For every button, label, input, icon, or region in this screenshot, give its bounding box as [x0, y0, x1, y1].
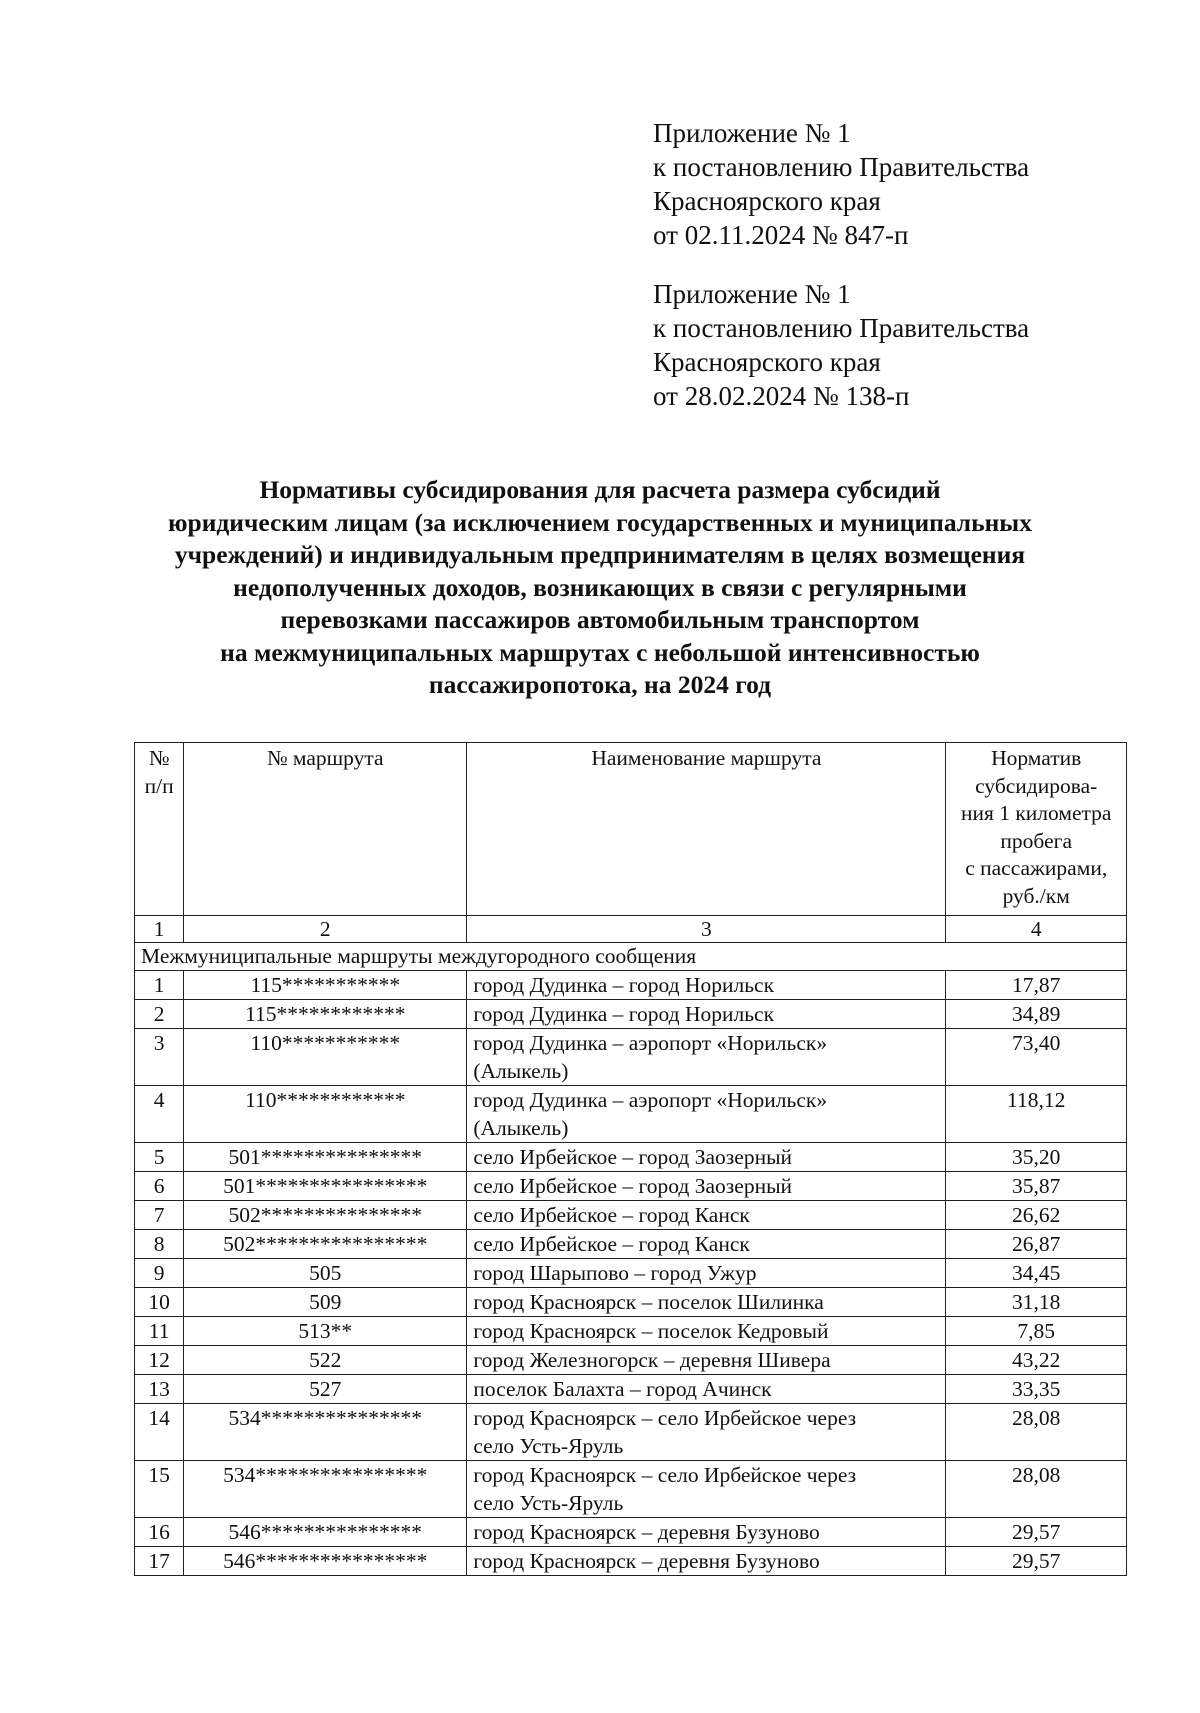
title-line: недополученных доходов, возникающих в связи с регулярными [233, 572, 967, 602]
appendix-line: к постановлению Правительства [653, 152, 1030, 182]
route-name-line: город Красноярск – деревня Бузуново [473, 1549, 820, 1573]
route-name-line: город Дудинка – аэропорт «Норильск» [473, 1088, 828, 1112]
route-name [467, 1259, 946, 1288]
header-norm-line: ния 1 километра [960, 801, 1112, 825]
route-number: 546*************** [184, 1518, 467, 1547]
route-number: 502*************** [184, 1201, 467, 1230]
table-header-row [135, 743, 1127, 916]
subsidy-norm-value: 26,62 [946, 1201, 1127, 1230]
header-num-line: № [148, 746, 170, 770]
row-number: 1 [135, 971, 184, 1000]
subsidy-norms-table [134, 742, 1127, 1576]
header-norm-line: руб./км [1002, 883, 1070, 908]
route-name [467, 1375, 946, 1404]
table-row [135, 1201, 1127, 1230]
route-name [467, 1000, 946, 1029]
subsidy-norm-value: 17,87 [946, 971, 1127, 1000]
route-name [467, 971, 946, 1000]
section-title: Межмуниципальные маршруты междугородного сообщения [135, 943, 1127, 971]
route-name [467, 1518, 946, 1547]
route-name [467, 1547, 946, 1576]
route-name-line: город Шарыпово – город Ужур [473, 1261, 757, 1285]
appendix-note-original [653, 277, 1173, 413]
subsidy-norm-value: 7,85 [946, 1317, 1127, 1346]
row-number: 16 [135, 1518, 184, 1547]
title-line: перевозками пассажиров автомобильным транспортом [280, 605, 920, 634]
table-row [135, 1375, 1127, 1404]
route-name [467, 1404, 946, 1461]
subsidy-norm-value: 118,12 [946, 1086, 1127, 1143]
header-norm-line: пробега [1000, 828, 1072, 853]
route-name [467, 1201, 946, 1230]
column-number: 1 [135, 916, 184, 943]
subsidy-norm-value: 28,08 [946, 1461, 1127, 1518]
route-name-line: город Красноярск – село Ирбейское через [473, 1406, 857, 1430]
subsidy-norm-value: 34,89 [946, 1000, 1127, 1029]
table-row [135, 1029, 1127, 1086]
row-number: 7 [135, 1201, 184, 1230]
title-line: на межмуниципальных маршрутах с небольшой интенсивностью [220, 637, 980, 667]
table-row [135, 1288, 1127, 1317]
route-number: 502**************** [184, 1230, 467, 1259]
subsidy-norm-value: 34,45 [946, 1259, 1127, 1288]
route-name-line: поселок Балахта – город Ачинск [473, 1377, 772, 1401]
header-num-line: п/п [144, 773, 174, 798]
route-name-line: село Усть-Яруль [473, 1491, 624, 1515]
header-norm-line: субсидирова- [975, 773, 1098, 798]
table-row [135, 1461, 1127, 1518]
table-row [135, 1172, 1127, 1201]
route-number: 501*************** [184, 1143, 467, 1172]
route-number: 513** [184, 1317, 467, 1346]
route-name-line: город Дудинка – аэропорт «Норильск» [473, 1031, 828, 1055]
route-name-line: (Алыкель) [473, 1059, 569, 1083]
subsidy-norm-value: 33,35 [946, 1375, 1127, 1404]
appendix-line: Красноярского края [653, 347, 881, 377]
route-name [467, 1317, 946, 1346]
route-name [467, 1172, 946, 1201]
route-name [467, 1086, 946, 1143]
subsidy-norm-value: 35,87 [946, 1172, 1127, 1201]
row-number: 17 [135, 1547, 184, 1576]
route-number: 534*************** [184, 1404, 467, 1461]
subsidy-norm-value: 29,57 [946, 1518, 1127, 1547]
row-number: 3 [135, 1029, 184, 1086]
table-row [135, 1000, 1127, 1029]
route-name-line: город Дудинка – город Норильск [473, 973, 775, 997]
route-number: 110*********** [184, 1029, 467, 1086]
row-number: 13 [135, 1375, 184, 1404]
row-number: 5 [135, 1143, 184, 1172]
table-row [135, 971, 1127, 1000]
appendix-line: Приложение № 1 [653, 279, 851, 309]
appendix-line: от 02.11.2024 № 847-п [653, 220, 909, 250]
route-name-line: село Ирбейское – город Заозерный [473, 1145, 793, 1169]
route-name [467, 1230, 946, 1259]
route-name-line: село Усть-Яруль [473, 1434, 624, 1458]
subsidy-norm-value: 43,22 [946, 1346, 1127, 1375]
column-number: 3 [467, 916, 946, 943]
row-number: 6 [135, 1172, 184, 1201]
route-number: 527 [184, 1375, 467, 1404]
header-route: № маршрута [184, 743, 467, 916]
row-number: 8 [135, 1230, 184, 1259]
route-name [467, 1029, 946, 1086]
route-number: 509 [184, 1288, 467, 1317]
route-name-line: село Ирбейское – город Канск [473, 1232, 750, 1256]
table-row [135, 1547, 1127, 1576]
column-number: 2 [184, 916, 467, 943]
row-number: 4 [135, 1086, 184, 1143]
subsidy-norm-value: 31,18 [946, 1288, 1127, 1317]
title-line: пассажиропотока, на 2024 год [428, 670, 772, 699]
table-row [135, 1404, 1127, 1461]
route-number: 505 [184, 1259, 467, 1288]
header-norm [946, 743, 1127, 916]
row-number: 14 [135, 1404, 184, 1461]
route-name-line: город Дудинка – город Норильск [473, 1002, 775, 1026]
table-row [135, 1086, 1127, 1143]
header-num [135, 743, 184, 916]
table-row [135, 1346, 1127, 1375]
row-number: 11 [135, 1317, 184, 1346]
subsidy-norm-value: 73,40 [946, 1029, 1127, 1086]
route-name-line: город Красноярск – село Ирбейское через [473, 1463, 857, 1487]
table-row [135, 1317, 1127, 1346]
appendix-line: Красноярского края [653, 186, 881, 216]
route-name-line: город Железногорск – деревня Шивера [473, 1348, 831, 1372]
document-title [100, 474, 1100, 702]
title-line: Нормативы субсидирования для расчета размера субсидий [259, 475, 941, 504]
route-number: 115*********** [184, 971, 467, 1000]
route-name-line: село Ирбейское – город Заозерный [473, 1174, 793, 1198]
subsidy-norm-value: 28,08 [946, 1404, 1127, 1461]
subsidy-norm-value: 29,57 [946, 1547, 1127, 1576]
header-name: Наименование маршрута [467, 743, 946, 916]
subsidy-norm-value: 35,20 [946, 1143, 1127, 1172]
section-row [135, 943, 1127, 971]
route-name-line: город Красноярск – поселок Кедровый [473, 1319, 829, 1343]
route-name-line: село Ирбейское – город Канск [473, 1203, 750, 1227]
route-name [467, 1288, 946, 1317]
table-row [135, 1143, 1127, 1172]
subsidy-norm-value: 26,87 [946, 1230, 1127, 1259]
route-name-line: (Алыкель) [473, 1116, 569, 1140]
route-name-line: город Красноярск – деревня Бузуново [473, 1520, 820, 1544]
route-name [467, 1346, 946, 1375]
title-line: юридическим лицам (за исключением государственных и муниципальных [168, 507, 1032, 537]
header-norm-line: Норматив [991, 746, 1082, 770]
row-number: 9 [135, 1259, 184, 1288]
table-row [135, 1259, 1127, 1288]
route-number: 522 [184, 1346, 467, 1375]
row-number: 12 [135, 1346, 184, 1375]
appendix-line: от 28.02.2024 № 138-п [653, 381, 910, 411]
route-name [467, 1461, 946, 1518]
row-number: 15 [135, 1461, 184, 1518]
column-numbers-row [135, 916, 1127, 943]
route-name-line: город Красноярск – поселок Шилинка [473, 1290, 824, 1314]
appendix-note-current [653, 116, 1173, 252]
route-number: 546**************** [184, 1547, 467, 1576]
appendix-line: к постановлению Правительства [653, 313, 1030, 343]
route-number: 534**************** [184, 1461, 467, 1518]
route-number: 115************ [184, 1000, 467, 1029]
title-line: учреждений) и индивидуальным предпринимателям в целях возмещения [174, 540, 1026, 569]
header-norm-line: с пассажирами, [965, 856, 1108, 880]
route-number: 501**************** [184, 1172, 467, 1201]
appendix-line: Приложение № 1 [653, 118, 851, 148]
table-row [135, 1230, 1127, 1259]
row-number: 10 [135, 1288, 184, 1317]
route-name [467, 1143, 946, 1172]
column-number: 4 [946, 916, 1127, 943]
route-number: 110************ [184, 1086, 467, 1143]
table-row [135, 1518, 1127, 1547]
row-number: 2 [135, 1000, 184, 1029]
